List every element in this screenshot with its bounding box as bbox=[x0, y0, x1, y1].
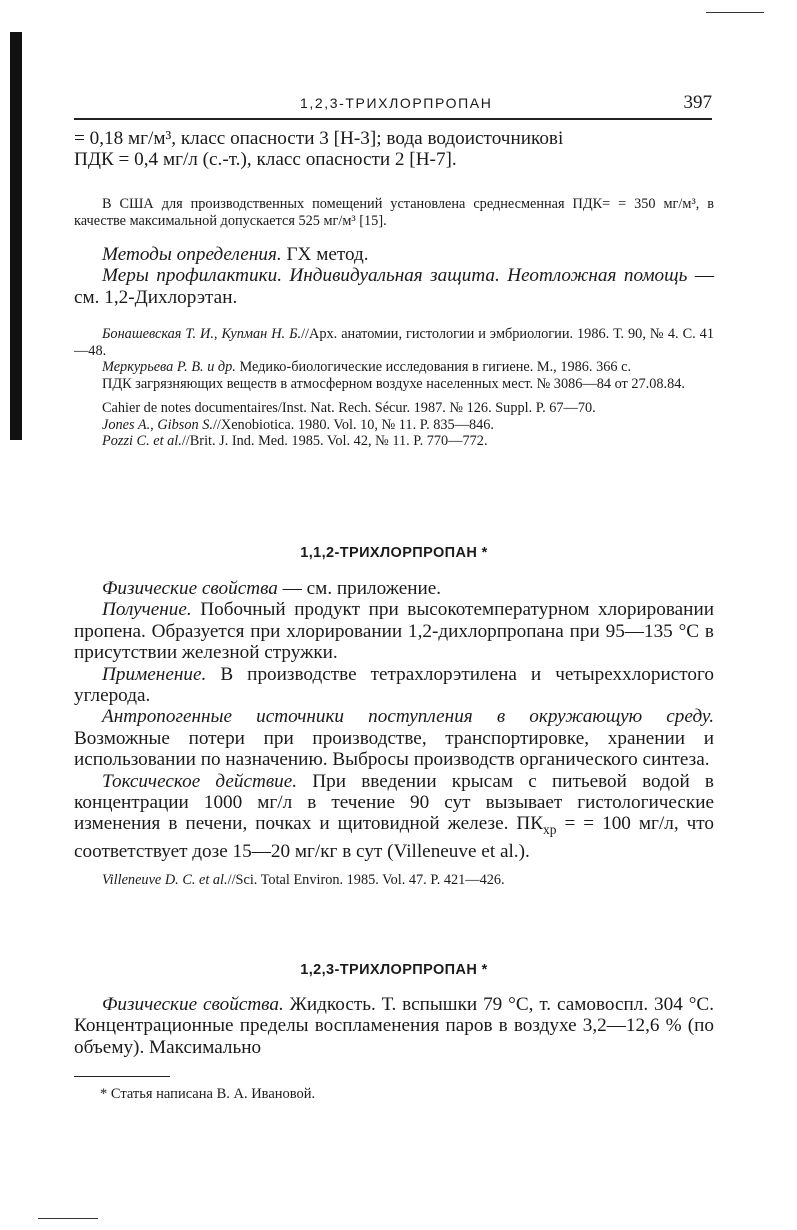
toxic-label: Токсическое действие. bbox=[102, 770, 298, 792]
toxic-text-b: = = 100 мг/л, что соответствует дозе 15—20 мг/кг в сут (Villeneuve et al.). bbox=[74, 813, 714, 862]
anthropogenic-paragraph bbox=[74, 706, 714, 770]
usa-note-text: В США для производственных помещений установлена среднесменная ПДК= = 350 мг/м³, в качестве максимальной допускается 525 мг/м³ [15]. bbox=[74, 196, 714, 229]
reference-item bbox=[74, 400, 714, 417]
reference-authors: Бонашевская Т. И., Купман Н. Б. bbox=[102, 326, 302, 342]
toxic-text-a: При введении крысам с питьевой водой в концентрации 1000 мг/л в течение 90 сут вызывает гистологические изменения в печени, почках и щитовидной железе. ПК bbox=[74, 770, 714, 835]
section-123-body bbox=[74, 994, 714, 1058]
reference-item bbox=[74, 326, 714, 359]
reference-rest: //Brit. J. Ind. Med. 1985. Vol. 42, № 11. P. 770—772. bbox=[181, 433, 488, 449]
prevention-label: Меры профилактики. Индивидуальная защита. Неотложная помощь bbox=[102, 265, 688, 287]
references-1 bbox=[74, 326, 714, 450]
reference-item bbox=[74, 359, 714, 376]
section-title-112: 1,1,2-ТРИХЛОРПРОПАН * bbox=[300, 545, 488, 561]
physical-label: Физические свойства. bbox=[102, 994, 284, 1015]
use-text: В производстве тетрахлорэтилена и четыреххлористого углерода. bbox=[74, 663, 714, 707]
physical-text: — см. приложение. bbox=[277, 578, 442, 599]
scan-edge-line bbox=[706, 12, 764, 13]
reference-item bbox=[74, 872, 714, 889]
methods-text: ГХ метод. bbox=[281, 244, 369, 265]
methods-label: Методы определения. bbox=[102, 244, 282, 265]
reference-rest: ПДК загрязняющих веществ в атмосферном воздухе населенных мест. № 3086—84 от 27.08.84. bbox=[102, 375, 685, 392]
reference-authors: Jones A., Gibson S. bbox=[102, 416, 213, 433]
physical-text: Жидкость. Т. вспышки 79 °С, т. самовоспл. 304 °С. Концентрационные пределы воспламенения паров в воздухе 3,2—12,6 % (по объему). Максимально bbox=[74, 994, 715, 1058]
footnote: * Статья написана В. А. Ивановой. bbox=[100, 1086, 316, 1102]
binding-shadow bbox=[10, 32, 22, 440]
reference-item bbox=[74, 417, 714, 434]
running-head: 1,2,3-ТРИХЛОРПРОПАН bbox=[300, 95, 493, 111]
use-paragraph bbox=[74, 664, 714, 707]
continuation-block bbox=[74, 128, 714, 171]
page-header bbox=[74, 90, 712, 120]
reference-authors: Меркурьева Р. В. и др. bbox=[102, 359, 236, 375]
usa-note bbox=[74, 196, 714, 229]
obtaining-label: Получение. bbox=[102, 599, 192, 621]
reference-rest: //Sci. Total Environ. 1985. Vol. 47. P. 421—426. bbox=[227, 872, 505, 889]
toxic-paragraph bbox=[74, 771, 714, 862]
continuation-line-1: = 0,18 мг/м³, класс опасности 3 [Н-3]; вода водоисточникові bbox=[74, 128, 564, 149]
footnote-rule bbox=[74, 1076, 170, 1077]
use-label: Применение. bbox=[102, 663, 207, 685]
reference-item bbox=[74, 376, 714, 393]
reference-rest: //Xenobiotica. 1980. Vol. 10, № 11. P. 835—846. bbox=[212, 416, 494, 433]
physical-label: Физические свойства bbox=[102, 578, 278, 599]
reference-authors: Pozzi C. et al. bbox=[102, 433, 182, 449]
page-number: 397 bbox=[683, 92, 712, 113]
reference-authors: Villeneuve D. C. et al. bbox=[102, 872, 228, 889]
physical-paragraph bbox=[74, 994, 714, 1058]
reference-rest: //Арх. анатомии, гистологии и эмбриологии. 1986. Т. 90, № 4. С. 41—48. bbox=[74, 326, 714, 359]
obtaining-text: Побочный продукт при высокотемпературном хлорировании пропена. Образуется при хлорировании 1,2-дихлорпропана при 95—135 °С в присутствии железной стружки. bbox=[74, 599, 714, 664]
physical-paragraph bbox=[74, 578, 714, 599]
scan-edge-line-bottom bbox=[38, 1218, 98, 1219]
reference-rest: Cahier de notes documentaires/Inst. Nat. Rech. Sécur. 1987. № 126. Suppl. P. 67—70. bbox=[102, 400, 596, 416]
section-112-body bbox=[74, 578, 714, 889]
methods-block bbox=[74, 244, 714, 308]
anthropogenic-label: Антропогенные источники поступления в окружающую среду. bbox=[102, 706, 714, 728]
obtaining-paragraph bbox=[74, 599, 714, 663]
prevention-paragraph bbox=[74, 265, 714, 308]
reference-item bbox=[74, 433, 714, 450]
methods-paragraph bbox=[74, 244, 714, 265]
section-title-123: 1,2,3-ТРИХЛОРПРОПАН * bbox=[300, 962, 488, 978]
toxic-subscript: хр bbox=[543, 822, 557, 838]
prevention-text: — см. 1,2-Дихлорэтан. bbox=[74, 265, 715, 308]
anthropogenic-text: Возможные потери при производстве, транспортировке, хранении и использовании по назначению. Выбросы производств органического синтеза. bbox=[74, 727, 714, 771]
continuation-line-2: ПДК = 0,4 мг/л (с.-т.), класс опасности 2 [Н-7]. bbox=[74, 149, 457, 171]
reference-rest: Медико-биологические исследования в гигиене. М., 1986. 366 с. bbox=[235, 359, 632, 375]
